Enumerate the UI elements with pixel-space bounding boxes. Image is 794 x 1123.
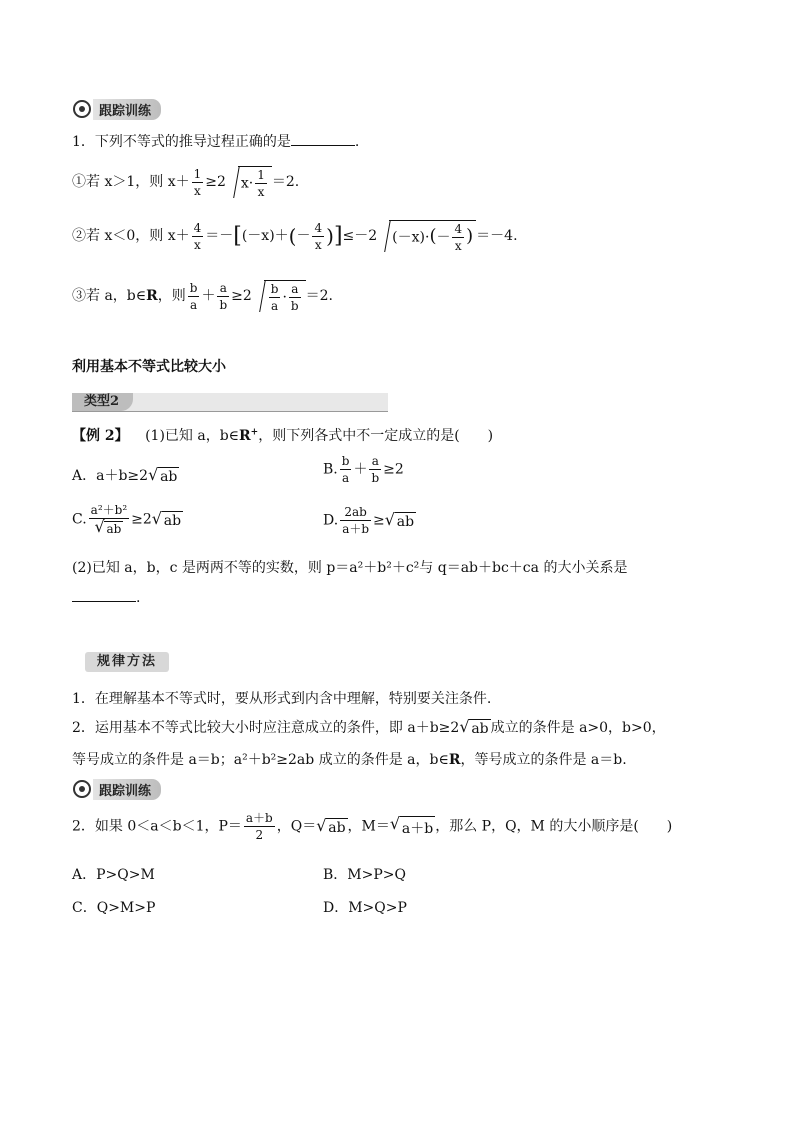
fraction: a²＋b² √ ab [89, 504, 129, 535]
fraction: $\frac{2ab}{a+b}$ [342, 505, 370, 536]
ex2-part1: (1)已知 a，b∈ [145, 428, 240, 444]
opt2-prefix: ②若 x＜0，则 x＋ [72, 228, 190, 244]
type-tag: 类型2 [72, 393, 133, 411]
badge-label: 跟踪训练 [93, 99, 161, 120]
method-line-1: 1．在理解基本不等式时，要从形式到内含中理解，特别要关注条件. [72, 691, 492, 707]
answer-blank [72, 601, 136, 602]
target-icon [73, 780, 91, 798]
ex2-part2-end: . [136, 590, 141, 606]
q2-option-A: A．P>Q>M [72, 867, 155, 883]
opt1-prefix: ①若 x＞1，则 x＋ [72, 174, 190, 190]
set-R: R [239, 428, 251, 444]
sup-plus: + [250, 427, 259, 438]
q2-option-B: B．M>P>Q [323, 867, 406, 883]
optD-tail: ≥ [373, 512, 385, 529]
sqrt: x· $\frac{1}{x}$ [226, 166, 272, 198]
opt3-after: ，则 [157, 288, 186, 304]
line3-b: ，等号成立的条件是 a＝b. [460, 752, 627, 768]
ex2-option-B [323, 455, 404, 484]
q1-stem-text: 1．下列不等式的推导过程正确的是 [72, 134, 291, 150]
optC-tail: ≥2 [131, 511, 152, 528]
ex2-option-A [72, 465, 179, 485]
badge-label: 跟踪训练 [93, 779, 161, 800]
example-2-stem [72, 425, 493, 445]
opt3-mid: ≥2 [231, 288, 252, 304]
sqrt: √ ab [385, 512, 416, 530]
optD-prefix: D. [323, 512, 339, 529]
optB-tail: ≥2 [383, 461, 404, 478]
optA-prefix: A．a＋b≥2 [72, 468, 149, 484]
opt1-mid: ≥2 [205, 174, 226, 190]
opt2-body: (－x)＋ [241, 228, 289, 244]
sqrt: $\frac{b}{a}$ · $\frac{a}{b}$ [252, 280, 306, 312]
opt2-cmp: ≤－2 [342, 228, 378, 244]
fraction: $\frac{4}{x}$ [193, 220, 202, 252]
ex2-part1-tail: ，则下列各式中不一定成立的是( ) [258, 428, 494, 444]
method-line-3 [72, 749, 627, 769]
fraction: $\frac{a+b}{2}$ [245, 811, 273, 842]
sqrt: √ ab [459, 719, 490, 737]
type-bar [72, 393, 388, 412]
line2-a: 2．运用基本不等式比较大小时应注意成立的条件，即 a＋b≥2 [72, 720, 460, 736]
method-tag: 规律方法 [85, 652, 169, 672]
q1-option-3 [72, 280, 333, 312]
section-title: 利用基本不等式比较大小 [72, 359, 226, 375]
method-line-2 [72, 717, 666, 737]
q2-tail: ，那么 P，Q，M 的大小顺序是( ) [435, 818, 673, 835]
sqrt: √ ab [148, 467, 179, 485]
fraction: $\frac{b}{a}$ [189, 280, 198, 312]
fraction: $\frac{a}{b}$ [371, 454, 380, 485]
q2-q-label: ，Q＝ [276, 818, 317, 835]
target-icon [73, 100, 91, 118]
q1-option-2: ②若 x＜0，则 x＋ $\frac{4}{x}$ ＝－[(－x)＋(－ $\frac{4}{x}$ )]≤－2 (－x)·(－ $\frac{4}{x}$ ) ＝－4. [72, 220, 518, 253]
plus: ＋ [201, 288, 216, 304]
q1-end: . [354, 134, 360, 150]
opt2-mid: ＝－ [205, 228, 234, 244]
sqrt: √ ab [152, 511, 183, 529]
opt3-tail: ＝2. [305, 288, 333, 304]
question-1-stem [72, 131, 359, 151]
fraction: $\frac{a}{b}$ [219, 280, 228, 312]
sqrt: (－x)·(－ $\frac{4}{x}$ ) [377, 220, 476, 252]
plus: ＋ [353, 461, 368, 478]
set-R: R [146, 288, 158, 304]
ex2-part-2-blank [72, 590, 140, 606]
ex2-part-2: (2)已知 a，b，c 是两两不等的实数，则 p＝a²＋b²＋c²与 q＝ab＋bc＋ca 的大小关系是 [72, 560, 628, 576]
ex2-option-D [323, 506, 416, 535]
line2-b: 成立的条件是 a>0，b>0， [490, 720, 666, 736]
trace-training-badge [73, 779, 161, 799]
fraction: $\frac{4}{x}$ [314, 220, 323, 252]
trace-training-badge [73, 99, 161, 119]
ex2-option-C [72, 504, 183, 535]
q1-option-1 [72, 166, 299, 198]
q2-m-label: ，M＝ [347, 818, 390, 835]
q2-option-D: D．M>Q>P [323, 900, 407, 916]
opt2-tail: ＝－4. [476, 228, 518, 244]
answer-blank [291, 145, 355, 146]
question-2-stem [72, 812, 672, 841]
opt3-prefix: ③若 a，b∈ [72, 288, 147, 304]
opt1-tail: ＝2. [271, 174, 300, 190]
fraction: $\frac{1}{x}$ [193, 166, 202, 198]
sqrt: √ a＋b [390, 816, 435, 838]
line3-a: 等号成立的条件是 a＝b；a²＋b²≥2ab 成立的条件是 a，b∈ [72, 752, 449, 768]
set-R: R [448, 752, 461, 768]
sqrt: √ ab [316, 818, 347, 836]
optC-prefix: C. [72, 511, 87, 528]
fraction: $\frac{b}{a}$ [341, 454, 350, 485]
q2-option-C: C．Q>M>P [72, 900, 156, 916]
example-label: 【例 2】 [72, 428, 129, 444]
q2-prefix: 2．如果 0＜a＜b＜1，P＝ [72, 818, 242, 835]
optB-prefix: B. [323, 461, 338, 478]
